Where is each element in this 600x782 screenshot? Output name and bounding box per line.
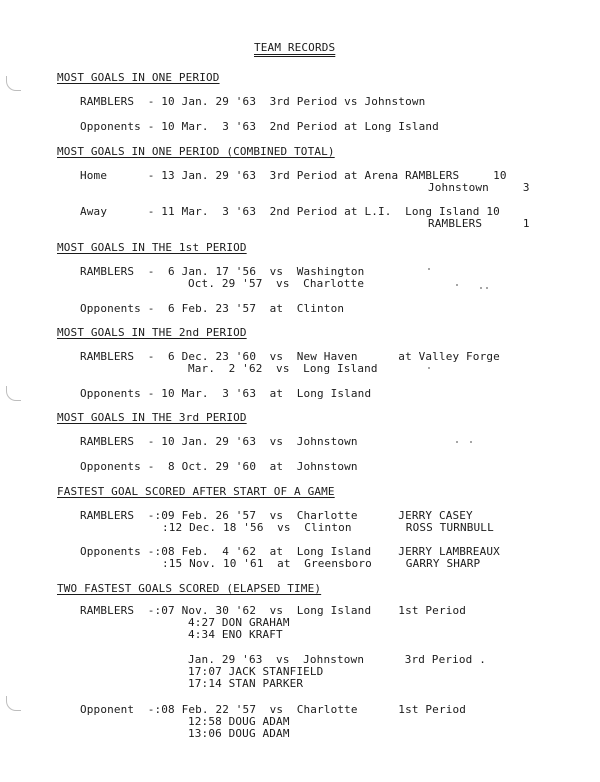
record-line: RAMBLERS - 10 Jan. 29 '63 3rd Period vs Johnstown	[80, 95, 426, 108]
record-line: 17:14 STAN PARKER	[188, 677, 304, 690]
record-line: Opponent -:08 Feb. 22 '57 vs Charlotte 1st Period	[80, 703, 467, 716]
record-line: Oct. 29 '57 vs Charlotte	[188, 277, 365, 290]
section-heading: MOST GOALS IN THE 2nd PERIOD	[57, 326, 247, 339]
record-line: Opponents - 10 Mar. 3 '63 2nd Period at Long Island	[80, 120, 439, 133]
stray-mark	[456, 441, 458, 443]
stray-mark	[428, 367, 430, 369]
section-heading: FASTEST GOAL SCORED AFTER START OF A GAME	[57, 485, 335, 498]
left-margin-mark-bottom	[6, 696, 21, 711]
section-heading: MOST GOALS IN ONE PERIOD (COMBINED TOTAL)	[57, 145, 335, 158]
left-margin-mark-middle	[6, 386, 21, 401]
record-line: RAMBLERS 1	[428, 217, 530, 230]
record-line: RAMBLERS - 6 Jan. 17 '56 vs Washington	[80, 265, 365, 278]
record-line: :12 Dec. 18 '56 vs Clinton ROSS TURNBULL	[162, 521, 494, 534]
record-line: 12:58 DOUG ADAM	[188, 715, 290, 728]
stray-mark	[470, 441, 472, 443]
record-line: :15 Nov. 10 '61 at Greensboro GARRY SHARP	[162, 557, 481, 570]
page-title: TEAM RECORDS	[254, 41, 336, 54]
section-heading: TWO FASTEST GOALS SCORED (ELAPSED TIME)	[57, 582, 322, 595]
record-line: Mar. 2 '62 vs Long Island	[188, 362, 378, 375]
record-line: Home - 13 Jan. 29 '63 3rd Period at Arena RAMBLERS 10	[80, 169, 507, 182]
section-heading: MOST GOALS IN THE 3rd PERIOD	[57, 411, 247, 424]
record-line: 4:34 ENO KRAFT	[188, 628, 283, 641]
record-line: Opponents - 8 Oct. 29 '60 at Johnstown	[80, 460, 358, 473]
stray-mark	[486, 287, 488, 289]
record-line: Jan. 29 '63 vs Johnstown 3rd Period .	[188, 653, 486, 666]
record-line: RAMBLERS -:09 Feb. 26 '57 vs Charlotte JERRY CASEY	[80, 509, 473, 522]
record-line: Opponents - 10 Mar. 3 '63 at Long Island	[80, 387, 372, 400]
record-line: Away - 11 Mar. 3 '63 2nd Period at L.I. Long Island 10	[80, 205, 500, 218]
record-line: RAMBLERS -:07 Nov. 30 '62 vs Long Island 1st Period	[80, 604, 467, 617]
record-line: RAMBLERS - 10 Jan. 29 '63 vs Johnstown	[80, 435, 358, 448]
stray-mark	[480, 287, 482, 289]
record-line: Opponents - 6 Feb. 23 '57 at Clinton	[80, 302, 345, 315]
record-line: Opponents -:08 Feb. 4 '62 at Long Island JERRY LAMBREAUX	[80, 545, 500, 558]
left-margin-mark-top	[6, 76, 21, 91]
record-line: RAMBLERS - 6 Dec. 23 '60 vs New Haven at Valley Forge	[80, 350, 500, 363]
stray-mark	[428, 268, 430, 270]
section-heading: MOST GOALS IN THE 1st PERIOD	[57, 241, 247, 254]
record-line: 17:07 JACK STANFIELD	[188, 665, 324, 678]
record-line: 4:27 DON GRAHAM	[188, 616, 290, 629]
stray-mark	[456, 284, 458, 286]
section-heading: MOST GOALS IN ONE PERIOD	[57, 71, 220, 84]
record-line: Johnstown 3	[428, 181, 530, 194]
record-line: 13:06 DOUG ADAM	[188, 727, 290, 740]
